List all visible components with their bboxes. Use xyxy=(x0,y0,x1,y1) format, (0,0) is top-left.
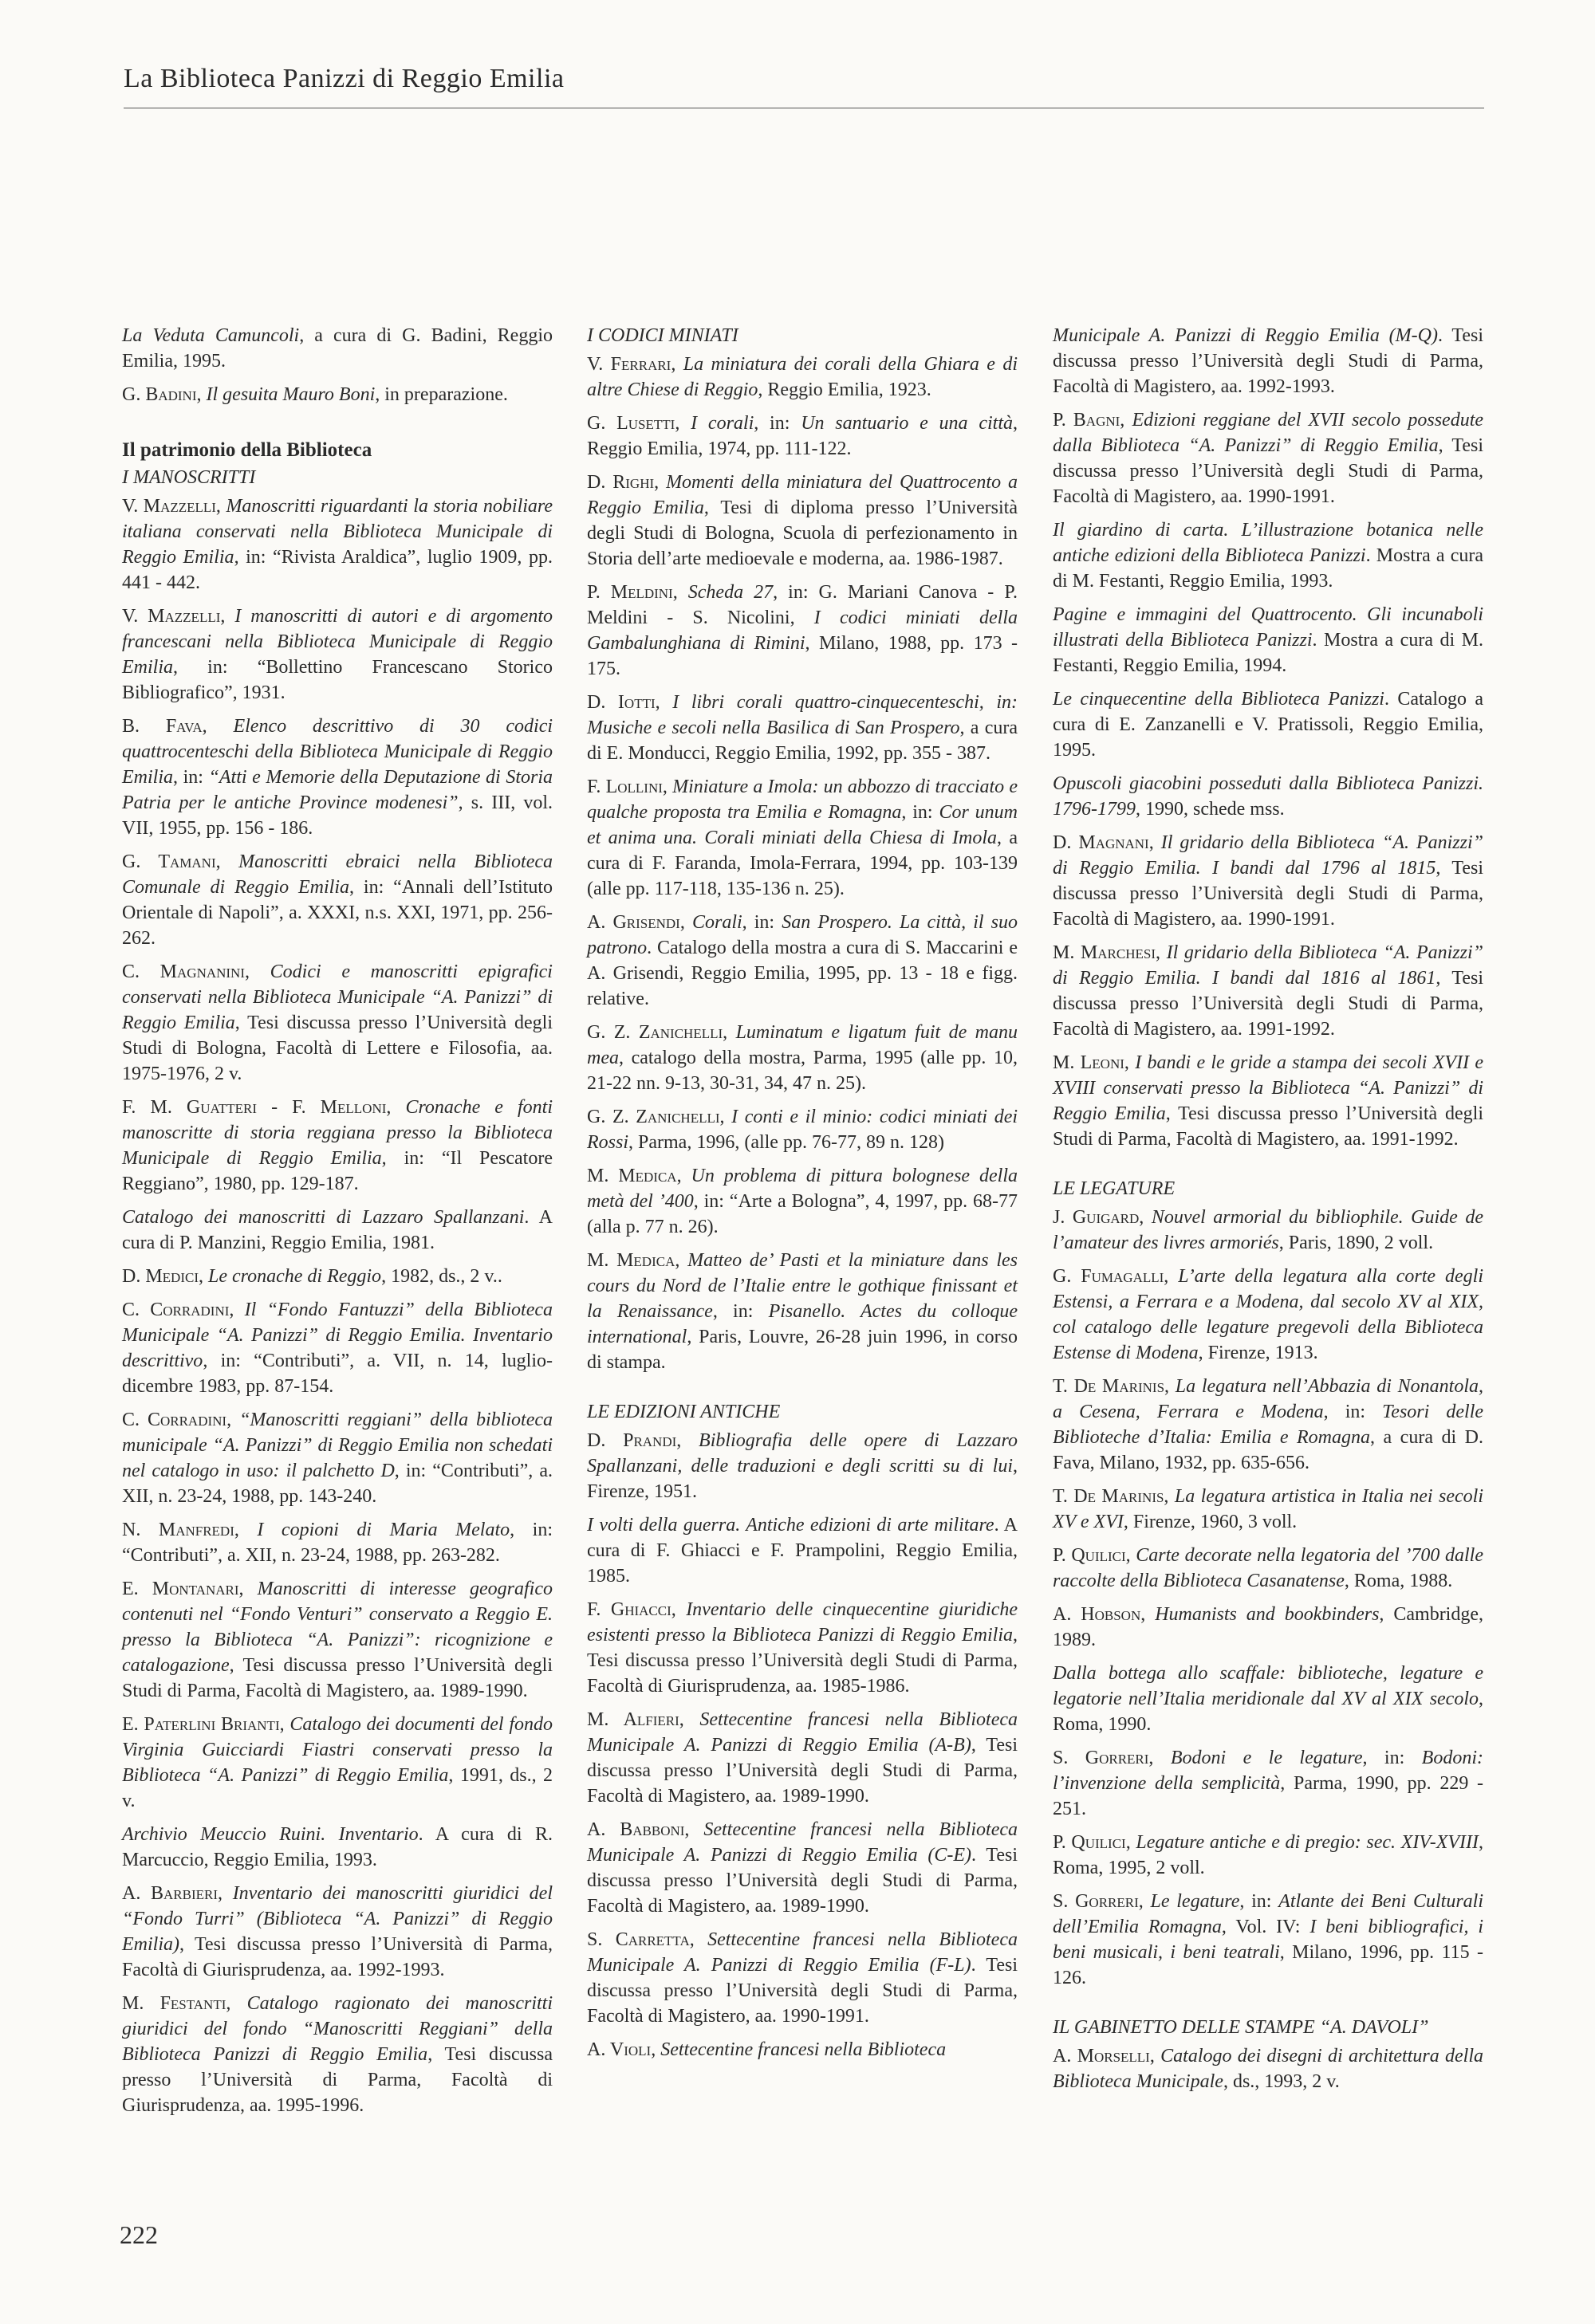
bib-entry: P. Quilici, Legature antiche e di pregio: sec. XIV-XVIII, Roma, 1995, 2 voll. xyxy=(1053,1832,1483,1878)
bib-entry: D. Prandi, Bibliografia delle opere di Lazzaro Spallanzani, delle traduzioni e degli scritti su di lui, Firenze, 1951. xyxy=(587,1430,1018,1502)
bib-entry: G. Badini, Il gesuita Mauro Boni, in preparazione. xyxy=(122,384,508,405)
bib-entry: S. Gorreri, Le legature, in: Atlante dei Beni Culturali dell’Emilia Romagna, Vol. IV: I beni bibliografici, i beni musicali, i beni teatrali, Milano, 1996, pp. 115 - 126. xyxy=(1053,1891,1484,1988)
bib-entry: T. De Marinis, La legatura artistica in Italia nei secoli XV e XVI, Firenze, 1960, 3 voll. xyxy=(1053,1486,1483,1532)
bib-entry: M. Festanti, Catalogo ragionato dei manoscritti giuridici del fondo “Manoscritti Reggiani” della Biblioteca Panizzi di Reggio Emilia, Tesi discussa presso l’Università di Parma, Facoltà di Giurisprudenza, aa. 1995-1996. xyxy=(122,1993,553,2116)
column-left xyxy=(122,323,553,2126)
bib-entry: F. M. Guatteri - F. Melloni, Cronache e fonti manoscritte di storia reggiana presso la Biblioteca Municipale di Reggio Emilia, in: “Il Pescatore Reggiano”, 1980, pp. 129-187. xyxy=(122,1097,553,1194)
bib-entry: G. Lusetti, I corali, in: Un santuario e una città, Reggio Emilia, 1974, pp. 111-122. xyxy=(587,413,1018,459)
bib-entry: M. Marchesi, Il gridario della Biblioteca “A. Panizzi” di Reggio Emilia. I bandi dal 1816 al 1861, Tesi discussa presso l’Università degli Studi di Parma, Facoltà di Magistero, aa. 1991-1992. xyxy=(1053,942,1483,1040)
bib-entry: M. Medica, Un problema di pittura bolognese della metà del ’400, in: “Arte a Bologna”, 4, 1997, pp. 68-77 (alla p. 77 n. 26). xyxy=(587,1166,1018,1237)
bib-entry: P. Meldini, Scheda 27, in: G. Mariani Canova - P. Meldini - S. Nicolini, I codici miniati della Gambalunghiana di Rimini, Milano, 1988, pp. 173 - 175. xyxy=(587,582,1018,679)
bib-entry: V. Mazzelli, Manoscritti riguardanti la storia nobiliare italiana conservati nella Biblioteca Municipale di Reggio Emilia, in: “Rivista Araldica”, luglio 1909, pp. 441 - 442. xyxy=(122,496,553,593)
bib-entry: Il giardino di carta. L’illustrazione botanica nelle antiche edizioni della Biblioteca Panizzi. Mostra a cura di M. Festanti, Reggio Emilia, 1993. xyxy=(1053,520,1483,592)
bib-entry: La Veduta Camuncoli, a cura di G. Badini, Reggio Emilia, 1995. xyxy=(122,325,553,372)
bib-entry: D. Iotti, I libri corali quattro-cinquecenteschi, in: Musiche e secoli nella Basilica di San Prospero, a cura di E. Monducci, Reggio Emilia, 1992, pp. 355 - 387. xyxy=(587,692,1018,764)
bib-entry: A. Violi, Settecentine francesi nella Biblioteca xyxy=(587,2039,947,2060)
bib-entry: A. Barbieri, Inventario dei manoscritti giuridici del “Fondo Turri” (Biblioteca “A. Panizzi” di Reggio Emilia), Tesi discussa presso l’Università di Parma, Facoltà di Giurisprudenza, aa. 1992-1993. xyxy=(122,1883,553,1980)
bib-entry: G. Z. Zanichelli, I conti e il minio: codici miniati dei Rossi, Parma, 1996, (alle pp. 76-77, 89 n. 128) xyxy=(587,1107,1018,1153)
subsection-title: I CODICI MINIATI xyxy=(587,325,738,346)
bib-entry: M. Medica, Matteo de’ Pasti et la miniature dans les cours du Nord de l’Italie entre le gothique finissant et la Renaissance, in: Pisanello. Actes du colloque international, Paris, Louvre, 26-28 juin 1996, in corso di stampa. xyxy=(587,1250,1018,1373)
bib-entry: P. Bagni, Edizioni reggiane del XVII secolo possedute dalla Biblioteca “A. Panizzi” di Reggio Emilia, Tesi discussa presso l’Università degli Studi di Parma, Facoltà di Magistero, aa. 1990-1991. xyxy=(1053,410,1484,507)
bib-entry: F. Ghiacci, Inventario delle cinquecentine giuridiche esistenti presso la Biblioteca Panizzi di Reggio Emilia, Tesi discussa presso l’Università degli Studi di Parma, Facoltà di Giurisprudenza, aa. 1985-1986. xyxy=(587,1599,1018,1697)
bib-entry: J. Guigard, Nouvel armorial du bibliophile. Guide de l’amateur des livres armoriés, Paris, 1890, 2 voll. xyxy=(1053,1207,1484,1253)
bib-entry: Archivio Meuccio Ruini. Inventario. A cura di R. Marcuccio, Reggio Emilia, 1993. xyxy=(122,1824,553,1870)
column-middle xyxy=(587,323,1018,2070)
bib-entry: A. Grisendi, Corali, in: San Prospero. La città, il suo patrono. Catalogo della mostra a cura di S. Maccarini e A. Grisendi, Reggio Emilia, 1995, pp. 13 - 18 e figg. relative. xyxy=(587,912,1018,1009)
bib-entry: D. Righi, Momenti della miniatura del Quattrocento a Reggio Emilia, Tesi di diploma presso l’Università degli Studi di Bologna, Scuola di perfezionamento in Storia dell’arte medioevale e moderna, aa. 1986-1987. xyxy=(587,472,1018,569)
bib-entry: Catalogo dei manoscritti di Lazzaro Spallanzani. A cura di P. Manzini, Reggio Emilia, 1981. xyxy=(122,1207,553,1253)
bib-entry: G. Z. Zanichelli, Luminatum e ligatum fuit de manu mea, catalogo della mostra, Parma, 1995 (alle pp. 10, 21-22 nn. 9-13, 30-31, 34, 47 n. 25). xyxy=(587,1022,1018,1094)
bib-entry: C. Corradini, “Manoscritti reggiani” della biblioteca municipale “A. Panizzi” di Reggio Emilia non schedati nel catalogo in uso: il palchetto D, in: “Contributi”, a. XII, n. 23-24, 1988, pp. 143-240. xyxy=(122,1410,553,1507)
bib-entry: E. Paterlini Brianti, Catalogo dei documenti del fondo Virginia Guicciardi Fiastri conservati presso la Biblioteca “A. Panizzi” di Reggio Emilia, 1991, ds., 2 v. xyxy=(122,1714,553,1811)
section-title: Il patrimonio della Biblioteca xyxy=(122,439,372,461)
bib-entry: C. Magnanini, Codici e manoscritti epigrafici conservati nella Biblioteca Municipale “A. Panizzi” di Reggio Emilia, Tesi discussa presso l’Università degli Studi di Bologna, Facoltà di Lettere e Filosofia, aa. 1975-1976, 2 v. xyxy=(122,961,553,1084)
column-right xyxy=(1053,323,1483,2102)
bib-entry: G. Tamani, Manoscritti ebraici nella Biblioteca Comunale di Reggio Emilia, in: “Annali dell’Istituto Orientale di Napoli”, a. XXXI, n.s. XXI, 1971, pp. 256-262. xyxy=(122,851,553,949)
bib-entry: M. Alfieri, Settecentine francesi nella Biblioteca Municipale A. Panizzi di Reggio Emilia (A-B), Tesi discussa presso l’Università degli Studi di Parma, Facoltà di Magistero, aa. 1989-1990. xyxy=(587,1709,1018,1807)
bib-entry: M. Leoni, I bandi e le gride a stampa dei secoli XVII e XVIII conservati presso la Biblioteca “A. Panizzi” di Reggio Emilia, Tesi discussa presso l’Università degli Studi di Parma, Facoltà di Magistero, aa. 1991-1992. xyxy=(1053,1052,1484,1150)
bib-entry: S. Gorreri, Bodoni e le legature, in: Bodoni: l’invenzione della semplicità, Parma, 1990, pp. 229 - 251. xyxy=(1053,1748,1483,1819)
page-number: 222 xyxy=(120,2220,158,2249)
subsection-title: LE EDIZIONI ANTICHE xyxy=(587,1402,781,1422)
bib-entry: Opuscoli giacobini posseduti dalla Biblioteca Panizzi. 1796-1799, 1990, schede mss. xyxy=(1053,773,1483,820)
bib-entry: Le cinquecentine della Biblioteca Panizzi. Catalogo a cura di E. Zanzanelli e V. Pratissoli, Reggio Emilia, 1995. xyxy=(1053,689,1483,761)
subsection-title: I MANOSCRITTI xyxy=(122,467,256,488)
subsection-title: LE LEGATURE xyxy=(1053,1178,1176,1199)
bib-entry: G. Fumagalli, L’arte della legatura alla corte degli Estensi, a Ferrara e a Modena, dal secolo XV al XIX, col catalogo delle legature pregevoli della Biblioteca Estense di Modena, Firenze, 1913. xyxy=(1053,1266,1484,1363)
bib-entry: N. Manfredi, I copioni di Maria Melato, in: “Contributi”, a. XII, n. 23-24, 1988, pp. 263-282. xyxy=(122,1520,553,1566)
bib-entry: Municipale A. Panizzi di Reggio Emilia (M-Q). Tesi discussa presso l’Università degli Studi di Parma, Facoltà di Magistero, aa. 1992-1993. xyxy=(1053,325,1483,397)
bib-entry: A. Hobson, Humanists and bookbinders, Cambridge, 1989. xyxy=(1053,1604,1484,1650)
bib-entry: Dalla bottega allo scaffale: biblioteche, legature e legatorie nell’Italia meridionale dal XV al XIX secolo, Roma, 1990. xyxy=(1053,1663,1483,1735)
bib-entry: E. Montanari, Manoscritti di interesse geografico contenuti nel “Fondo Venturi” conservato a Reggio E. presso la Biblioteca “A. Panizzi”: ricognizione e catalogazione, Tesi discussa presso l’Università degli Studi di Parma, Facoltà di Magistero, aa. 1989-1990. xyxy=(122,1579,553,1701)
bib-entry: F. Lollini, Miniature a Imola: un abbozzo di tracciato e qualche proposta tra Emilia e Romagna, in: Cor unum et anima una. Corali miniati della Chiesa di Imola, a cura di F. Faranda, Imola-Ferrara, 1994, pp. 103-139 (alle pp. 117-118, 135-136 n. 25). xyxy=(587,777,1018,899)
bib-entry: D. Medici, Le cronache di Reggio, 1982, ds., 2 v.. xyxy=(122,1266,502,1287)
bib-entry: I volti della guerra. Antiche edizioni di arte militare. A cura di F. Ghiacci e F. Prampolini, Reggio Emilia, 1985. xyxy=(587,1515,1018,1587)
bib-entry: B. Fava, Elenco descrittivo di 30 codici quattrocenteschi della Biblioteca Municipale di Reggio Emilia, in: “Atti e Memorie della Deputazione di Storia Patria per le antiche Province modenesi”, s. III, vol. VII, 1955, pp. 156 - 186. xyxy=(122,716,553,839)
bib-entry: A. Morselli, Catalogo dei disegni di architettura della Biblioteca Municipale, ds., 1993, 2 v. xyxy=(1053,2046,1484,2092)
bib-entry: D. Magnani, Il gridario della Biblioteca “A. Panizzi” di Reggio Emilia. I bandi dal 1796 al 1815, Tesi discussa presso l’Università degli Studi di Parma, Facoltà di Magistero, aa. 1990-1991. xyxy=(1053,832,1484,930)
bib-entry: A. Babboni, Settecentine francesi nella Biblioteca Municipale A. Panizzi di Reggio Emilia (C-E). Tesi discussa presso l’Università degli Studi di Parma, Facoltà di Magistero, aa. 1989-1990. xyxy=(587,1819,1018,1917)
bib-entry: V. Mazzelli, I manoscritti di autori e di argomento francescani nella Biblioteca Municipale di Reggio Emilia, in: “Bollettino Francescano Storico Bibliografico”, 1931. xyxy=(122,606,553,703)
bib-entry: P. Quilici, Carte decorate nella legatoria del ’700 dalle raccolte della Biblioteca Casanatense, Roma, 1988. xyxy=(1053,1545,1483,1591)
bib-entry: S. Carretta, Settecentine francesi nella Biblioteca Municipale A. Panizzi di Reggio Emilia (F-L). Tesi discussa presso l’Università degli Studi di Parma, Facoltà di Magistero, aa. 1990-1991. xyxy=(587,1929,1018,2027)
bib-entry: Pagine e immagini del Quattrocento. Gli incunaboli illustrati della Biblioteca Panizzi. Mostra a cura di M. Festanti, Reggio Emilia, 1994. xyxy=(1053,604,1483,676)
bib-entry: T. De Marinis, La legatura nell’Abbazia di Nonantola, a Cesena, Ferrara e Modena, in: Tesori delle Biblioteche d’Italia: Emilia e Romagna, a cura di D. Fava, Milano, 1932, pp. 635-656. xyxy=(1053,1376,1484,1473)
running-header: La Biblioteca Panizzi di Reggio Emilia xyxy=(124,64,565,93)
bib-entry: V. Ferrari, La miniatura dei corali della Ghiara e di altre Chiese di Reggio, Reggio Emilia, 1923. xyxy=(587,354,1018,400)
bib-entry: C. Corradini, Il “Fondo Fantuzzi” della Biblioteca Municipale “A. Panizzi” di Reggio Emilia. Inventario descrittivo, in: “Contributi”, a. VII, n. 14, luglio-dicembre 1983, pp. 87-154. xyxy=(122,1300,553,1397)
subsection-title: IL GABINETTO DELLE STAMPE “A. DAVOLI” xyxy=(1053,2017,1429,2038)
